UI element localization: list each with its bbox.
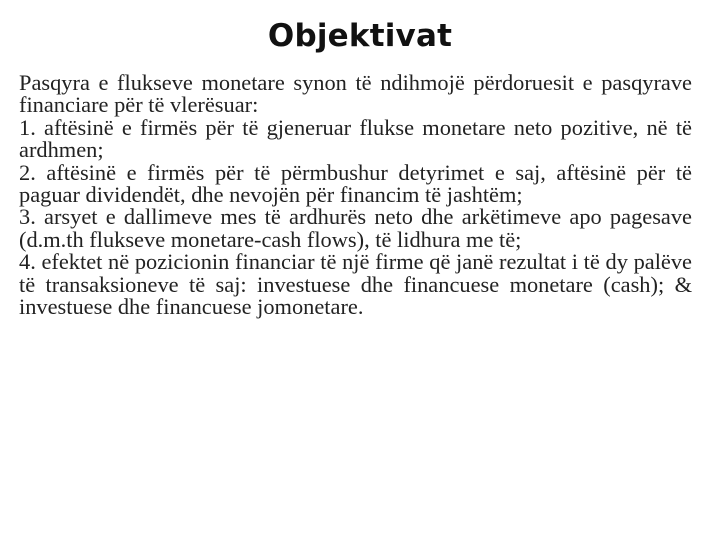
slide-title: Objektivat bbox=[267, 18, 453, 54]
slide-body bbox=[19, 72, 692, 318]
objective-point-3: 3. arsyet e dallimeve mes të ardhurës neto dhe arkëtimeve apo pagesave (d.m.th flukseve monetare-cash flows), të lidhura me të; bbox=[19, 204, 692, 252]
objective-point-1: 1. aftësinë e firmës për të gjeneruar flukse monetare neto pozitive, në të ardhmen; bbox=[19, 114, 692, 163]
objective-point-4: 4. efektet në pozicionin financiar të një firme që janë rezultat i të dy palëve të transaksioneve të saj: investuese dhe financuese monetare (cash); & investuese dhe financuese jomonetare. bbox=[19, 249, 692, 320]
intro-paragraph: Pasqyra e flukseve monetare synon të ndihmojë përdoruesit e pasqyrave financiare për të vlerësuar: bbox=[19, 70, 692, 118]
objective-point-2: 2. aftësinë e firmës për të përmbushur detyrimet e saj, aftësinë për të paguar dividendët, dhe nevojën për financim të jashtëm; bbox=[19, 159, 692, 208]
